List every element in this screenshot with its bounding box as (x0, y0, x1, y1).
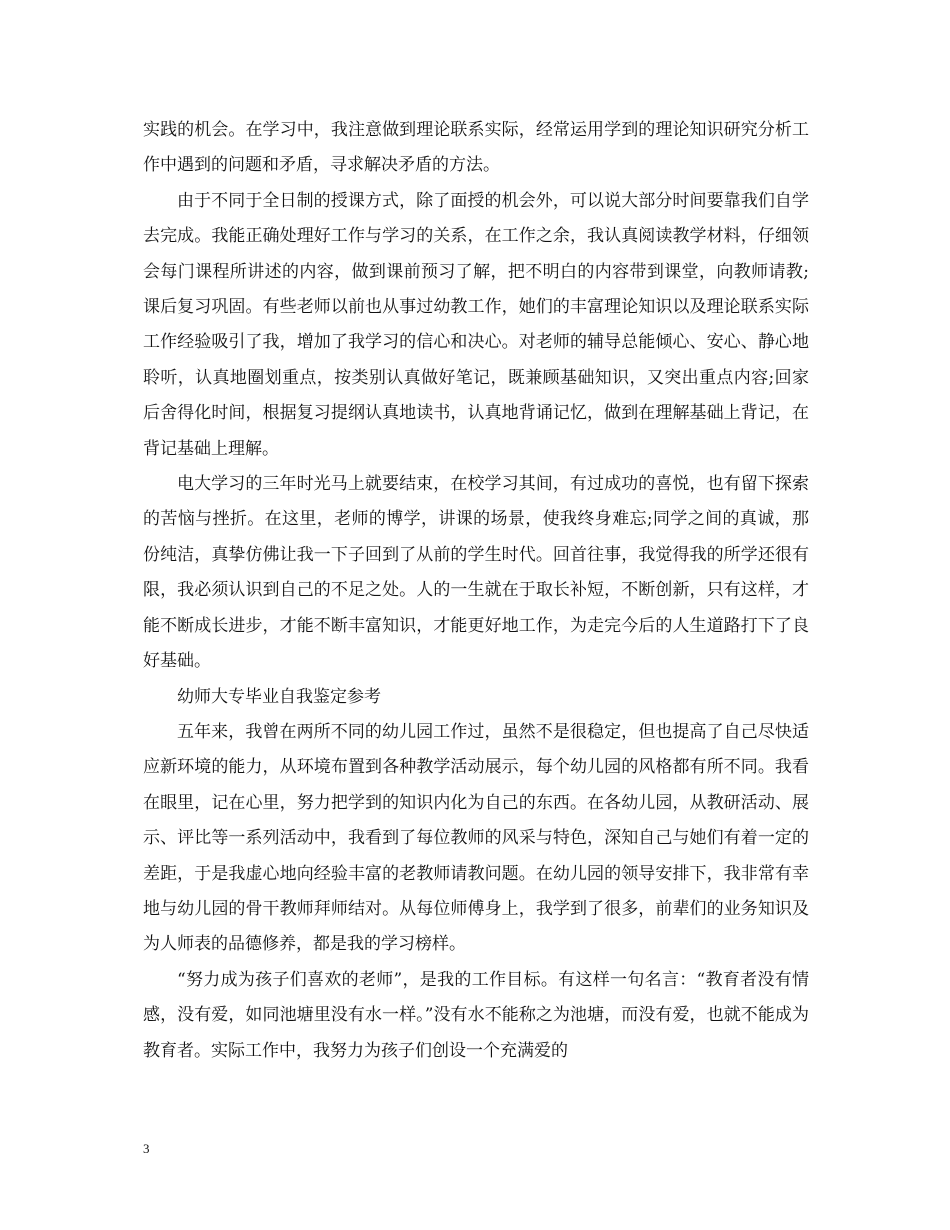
paragraph-continuation: 实践的机会。在学习中，我注意做到理论联系实际，经常运用学到的理论知识研究分析工作中遇到的问题和矛盾，寻求解决矛盾的方法。 (143, 120, 809, 176)
section-heading: 幼师大专毕业自我鉴定参考 (177, 686, 381, 707)
document-body (143, 113, 809, 1069)
paragraph-tvu-study: 电大学习的三年时光马上就要结束，在校学习其间，有过成功的喜悦，也有留下探索的苦恼与挫折。在这里，老师的博学，讲课的场景，使我终身难忘;同学之间的真诚，那份纯洁，真挚仿佛让我一下子回到了从前的学生时代。回首往事，我觉得我的所学还很有限，我必须认识到自己的不足之处。人的一生就在于取长补短，不断创新，只有这样，才能不断成长进步，才能不断丰富知识，才能更好地工作，为走完今后的人生道路打下了良好基础。 (143, 474, 809, 672)
paragraph-self-study: 由于不同于全日制的授课方式，除了面授的机会外，可以说大部分时间要靠我们自学去完成。我能正确处理好工作与学习的关系，在工作之余，我认真阅读教学材料，仔细领会每门课程所讲述的内容，做到课前预习了解，把不明白的内容带到课堂，向教师请教;课后复习巩固。有些老师以前也从事过幼教工作，她们的丰富理论知识以及理论联系实际工作经验吸引了我，增加了我学习的信心和决心。对老师的辅导总能倾心、安心、静心地聆听，认真地圈划重点，按类别认真做好笔记，既兼顾基础知识，又突出重点内容;回家后舍得化时间，根据复习提纲认真地读书，认真地背诵记忆，做到在理解基础上背记，在背记基础上理解。 (143, 190, 809, 459)
page-number: 3 (143, 1141, 150, 1156)
paragraph-work-goal: “努力成为孩子们喜欢的老师”，是我的工作目标。有这样一句名言：“教育者没有情感，没有爱，如同池塘里没有水一样。”没有水不能称之为池塘，而没有爱，也就不能成为教育者。实际工作中，我努力为孩子们创设一个充满爱的 (143, 969, 809, 1061)
paragraph-five-years: 五年来，我曾在两所不同的幼儿园工作过，虽然不是很稳定，但也提高了自己尽快适应新环境的能力，从环境布置到各种教学活动展示，每个幼儿园的风格都有所不同。我看在眼里，记在心里，努力把学到的知识内化为自己的东西。在各幼儿园，从教研活动、展示、评比等一系列活动中，我看到了每位教师的风采与特色，深知自己与她们有着一定的差距，于是我虚心地向经验丰富的老教师请教问题。在幼儿园的领导安排下，我非常有幸地与幼儿园的骨干教师拜师结对。从每位师傅身上，我学到了很多，前辈们的业务知识及为人师表的品德修养，都是我的学习榜样。 (143, 721, 809, 955)
